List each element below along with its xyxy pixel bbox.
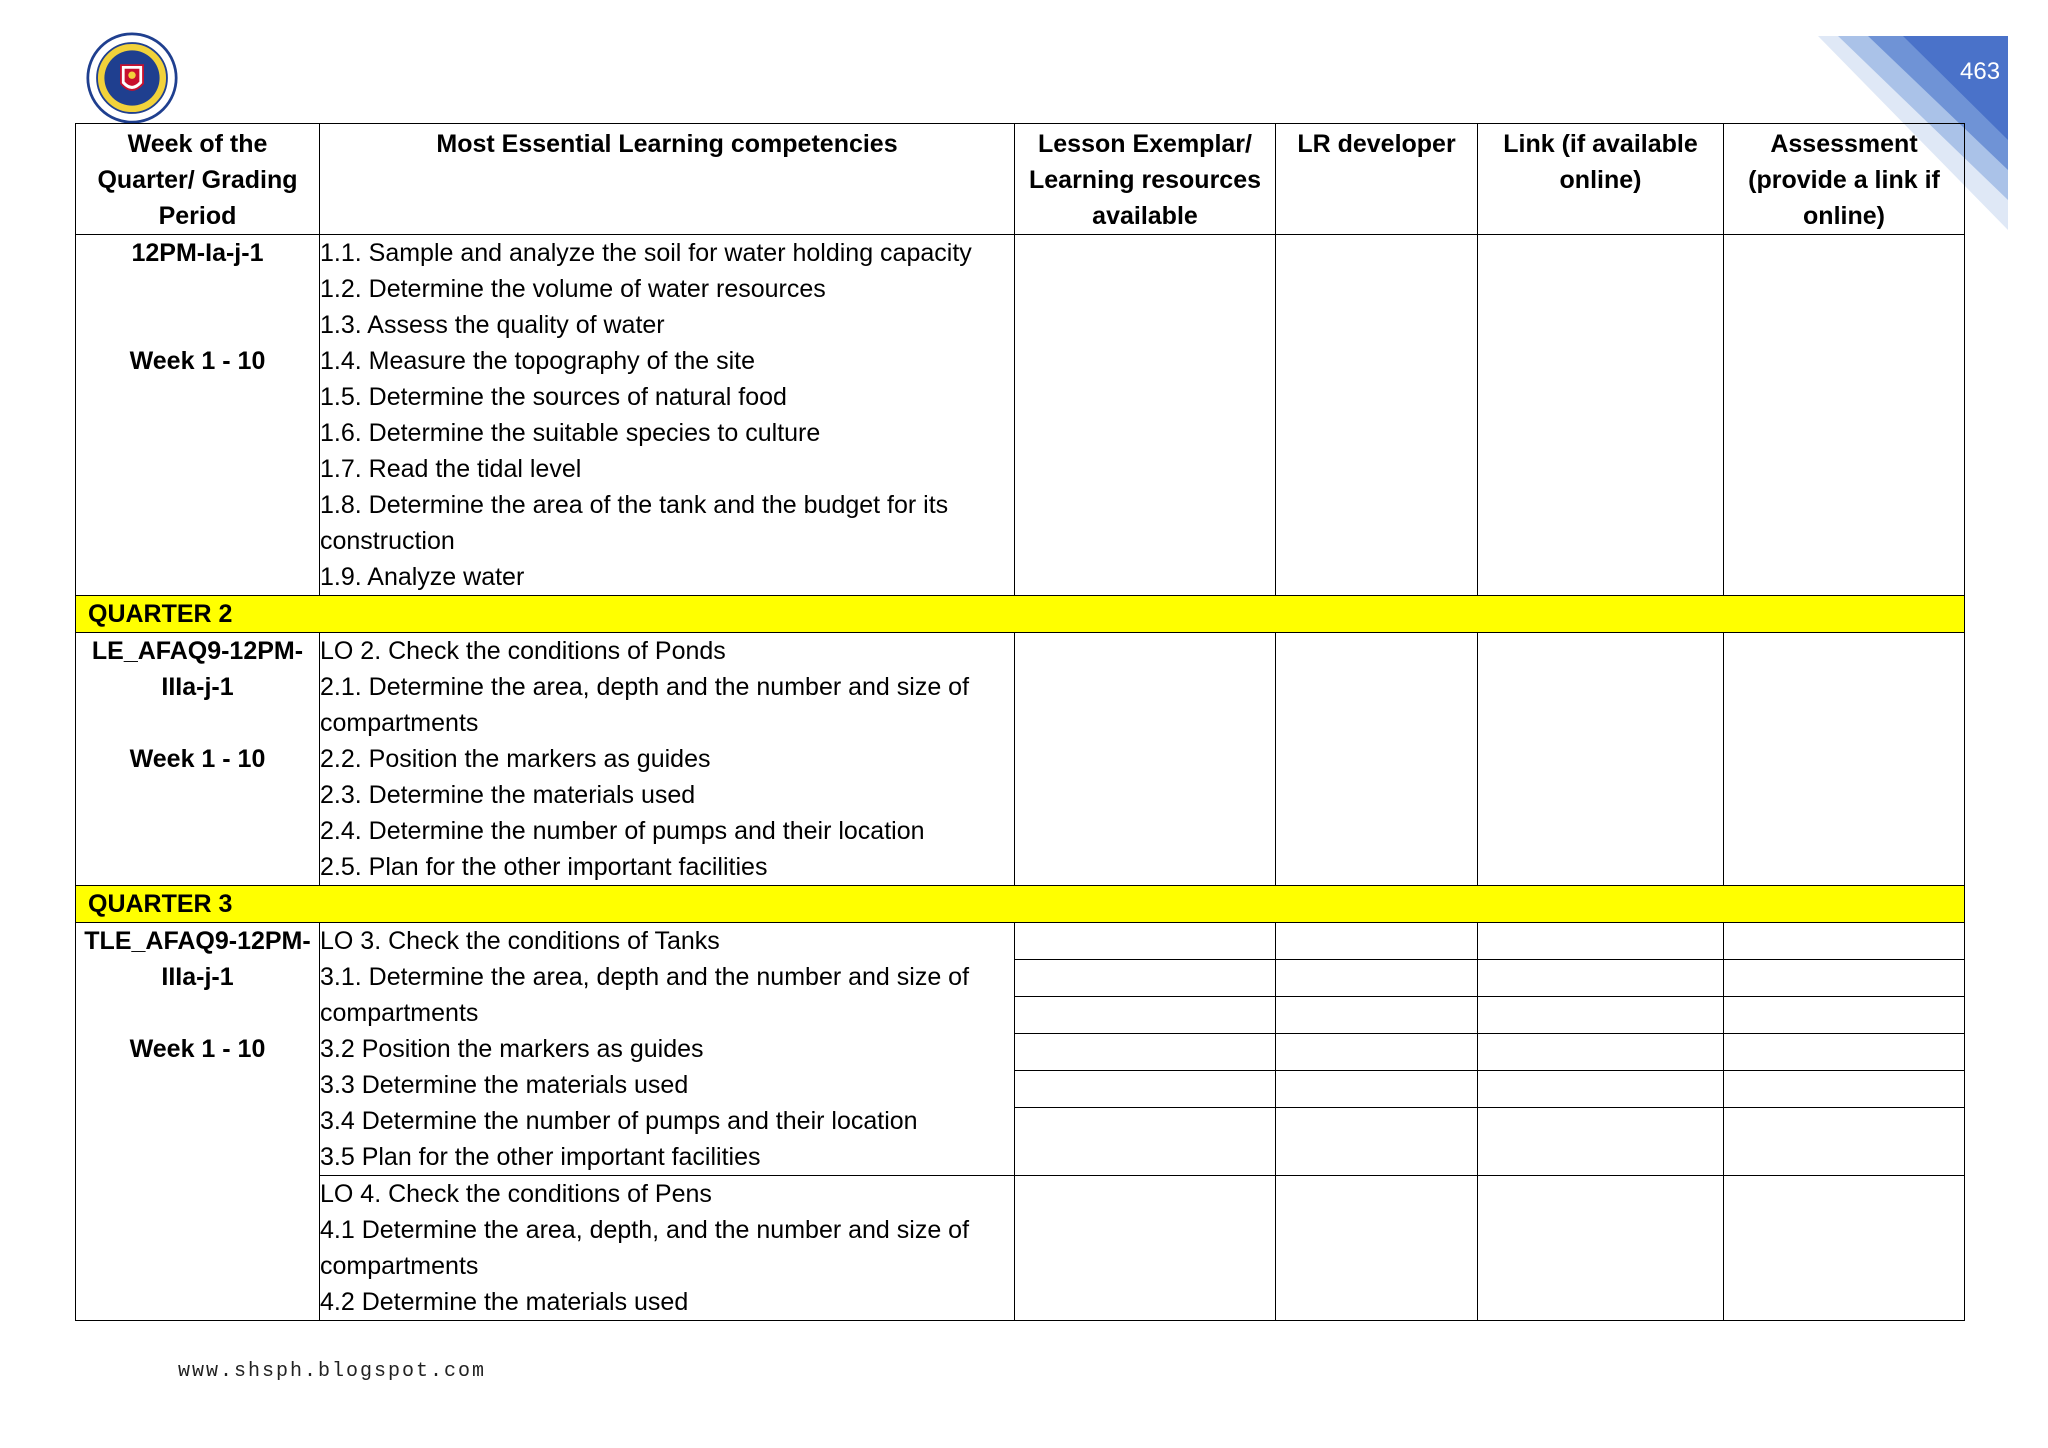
- quarter-row: [76, 596, 1965, 633]
- competency-line: 1.4. Measure the topography of the site: [320, 347, 755, 375]
- lesson-exemplar-cell: [1015, 633, 1276, 886]
- week-cell: [76, 633, 320, 886]
- competency-line: LO 2. Check the conditions of Ponds: [320, 637, 726, 665]
- competency-line: 2.4. Determine the number of pumps and their location: [320, 817, 925, 845]
- competencies-cell: [320, 633, 1015, 886]
- week-label: Week 1 - 10: [129, 745, 266, 773]
- competency-line: 2.1. Determine the area, depth and the number and size of compartments: [320, 673, 970, 737]
- sub-cell: [1724, 960, 1964, 997]
- competency-line: 4.2 Determine the materials used: [320, 1288, 689, 1316]
- week-label: Week 1 - 10: [129, 1035, 266, 1063]
- competencies-cell: [320, 235, 1015, 596]
- deped-seal-logo: [86, 32, 178, 124]
- table-row: [76, 633, 1965, 886]
- sub-cell: [1478, 923, 1723, 960]
- competency-code: 12PM-Ia-j-1: [131, 239, 264, 267]
- week-cell: [76, 235, 320, 596]
- lr-developer-cell: [1276, 1176, 1478, 1321]
- lr-developer-cell: [1276, 633, 1478, 886]
- lesson-exemplar-cell: [1015, 923, 1276, 1176]
- sub-cell: [1478, 960, 1723, 997]
- sub-cell: [1015, 1034, 1275, 1071]
- competency-line: 2.2. Position the markers as guides: [320, 745, 711, 773]
- link-cell: [1478, 1176, 1724, 1321]
- competency-line: 1.3. Assess the quality of water: [320, 311, 665, 339]
- sub-cell: [1015, 923, 1275, 960]
- sub-cell: [1276, 960, 1477, 997]
- competency-line: 1.1. Sample and analyze the soil for water holding capacity: [320, 239, 972, 267]
- sub-cell: [1015, 960, 1275, 997]
- header-competencies: Most Essential Learning competencies: [320, 124, 1015, 235]
- sub-cell: [1724, 1034, 1964, 1071]
- sub-cell: [1015, 997, 1275, 1034]
- sub-cell: [1478, 1034, 1723, 1071]
- link-cell: [1478, 633, 1724, 886]
- competency-line: 1.2. Determine the volume of water resources: [320, 275, 826, 303]
- competency-line: LO 4. Check the conditions of Pens: [320, 1180, 712, 1208]
- competency-line: 1.5. Determine the sources of natural food: [320, 383, 787, 411]
- lr-developer-cell: [1276, 923, 1478, 1176]
- competencies-cell: [320, 1176, 1015, 1321]
- header-assessment: Assessment (provide a link if online): [1724, 124, 1965, 235]
- header-row: [76, 124, 1965, 235]
- header-week: Week of the Quarter/ Grading Period: [76, 124, 320, 235]
- table-row: [76, 923, 1965, 1176]
- competency-line: 1.9. Analyze water: [320, 563, 525, 591]
- sub-cell: [1724, 923, 1964, 960]
- sub-cell: [1276, 1071, 1477, 1108]
- sub-cell: [1276, 1034, 1477, 1071]
- week-label: Week 1 - 10: [129, 347, 266, 375]
- competency-line: 3.4 Determine the number of pumps and their location: [320, 1107, 918, 1135]
- week-cell: [76, 923, 320, 1321]
- footer-url: www.shsph.blogspot.com: [178, 1360, 487, 1383]
- assessment-cell: [1724, 235, 1965, 596]
- competency-line: 3.1. Determine the area, depth and the number and size of compartments: [320, 963, 970, 1027]
- competency-line: 1.6. Determine the suitable species to culture: [320, 419, 821, 447]
- assessment-cell: [1724, 633, 1965, 886]
- header-lr-developer: LR developer: [1276, 124, 1478, 235]
- lesson-exemplar-cell: [1015, 1176, 1276, 1321]
- assessment-cell: [1724, 1176, 1965, 1321]
- sub-cell: [1724, 1071, 1964, 1108]
- table-row: [76, 235, 1965, 596]
- competency-line: 3.3 Determine the materials used: [320, 1071, 689, 1099]
- link-cell: [1478, 923, 1724, 1176]
- quarter-label: QUARTER 3: [76, 886, 1965, 923]
- sub-cell: [1015, 1071, 1275, 1108]
- competency-code: TLE_AFAQ9-12PM-IIIa-j-1: [84, 927, 311, 991]
- assessment-cell: [1724, 923, 1965, 1176]
- competencies-cell: [320, 923, 1015, 1176]
- competency-line: 1.7. Read the tidal level: [320, 455, 582, 483]
- competency-line: 3.2 Position the markers as guides: [320, 1035, 704, 1063]
- sub-cell: [1276, 923, 1477, 960]
- header-lesson-exemplar: Lesson Exemplar/ Learning resources available: [1015, 124, 1276, 235]
- sub-cell: [1478, 997, 1723, 1034]
- header-link: Link (if available online): [1478, 124, 1724, 235]
- competency-line: 3.5 Plan for the other important facilities: [320, 1143, 761, 1171]
- competency-line: 4.1 Determine the area, depth, and the number and size of compartments: [320, 1216, 970, 1280]
- page-number: 463: [1960, 58, 2001, 85]
- competency-line: 2.3. Determine the materials used: [320, 781, 696, 809]
- table-row: [76, 1176, 1965, 1321]
- lr-developer-cell: [1276, 235, 1478, 596]
- sub-cell: [1724, 997, 1964, 1034]
- quarter-row: [76, 886, 1965, 923]
- competency-line: 2.5. Plan for the other important facilities: [320, 853, 768, 881]
- competency-code: LE_AFAQ9-12PM-IIIa-j-1: [91, 637, 304, 701]
- lesson-exemplar-cell: [1015, 235, 1276, 596]
- competency-line: LO 3. Check the conditions of Tanks: [320, 927, 720, 955]
- competency-line: 1.8. Determine the area of the tank and the budget for its construction: [320, 491, 949, 555]
- link-cell: [1478, 235, 1724, 596]
- sub-cell: [1478, 1071, 1723, 1108]
- quarter-label: QUARTER 2: [76, 596, 1965, 633]
- sub-cell: [1276, 997, 1477, 1034]
- mel-table: [75, 123, 1965, 1321]
